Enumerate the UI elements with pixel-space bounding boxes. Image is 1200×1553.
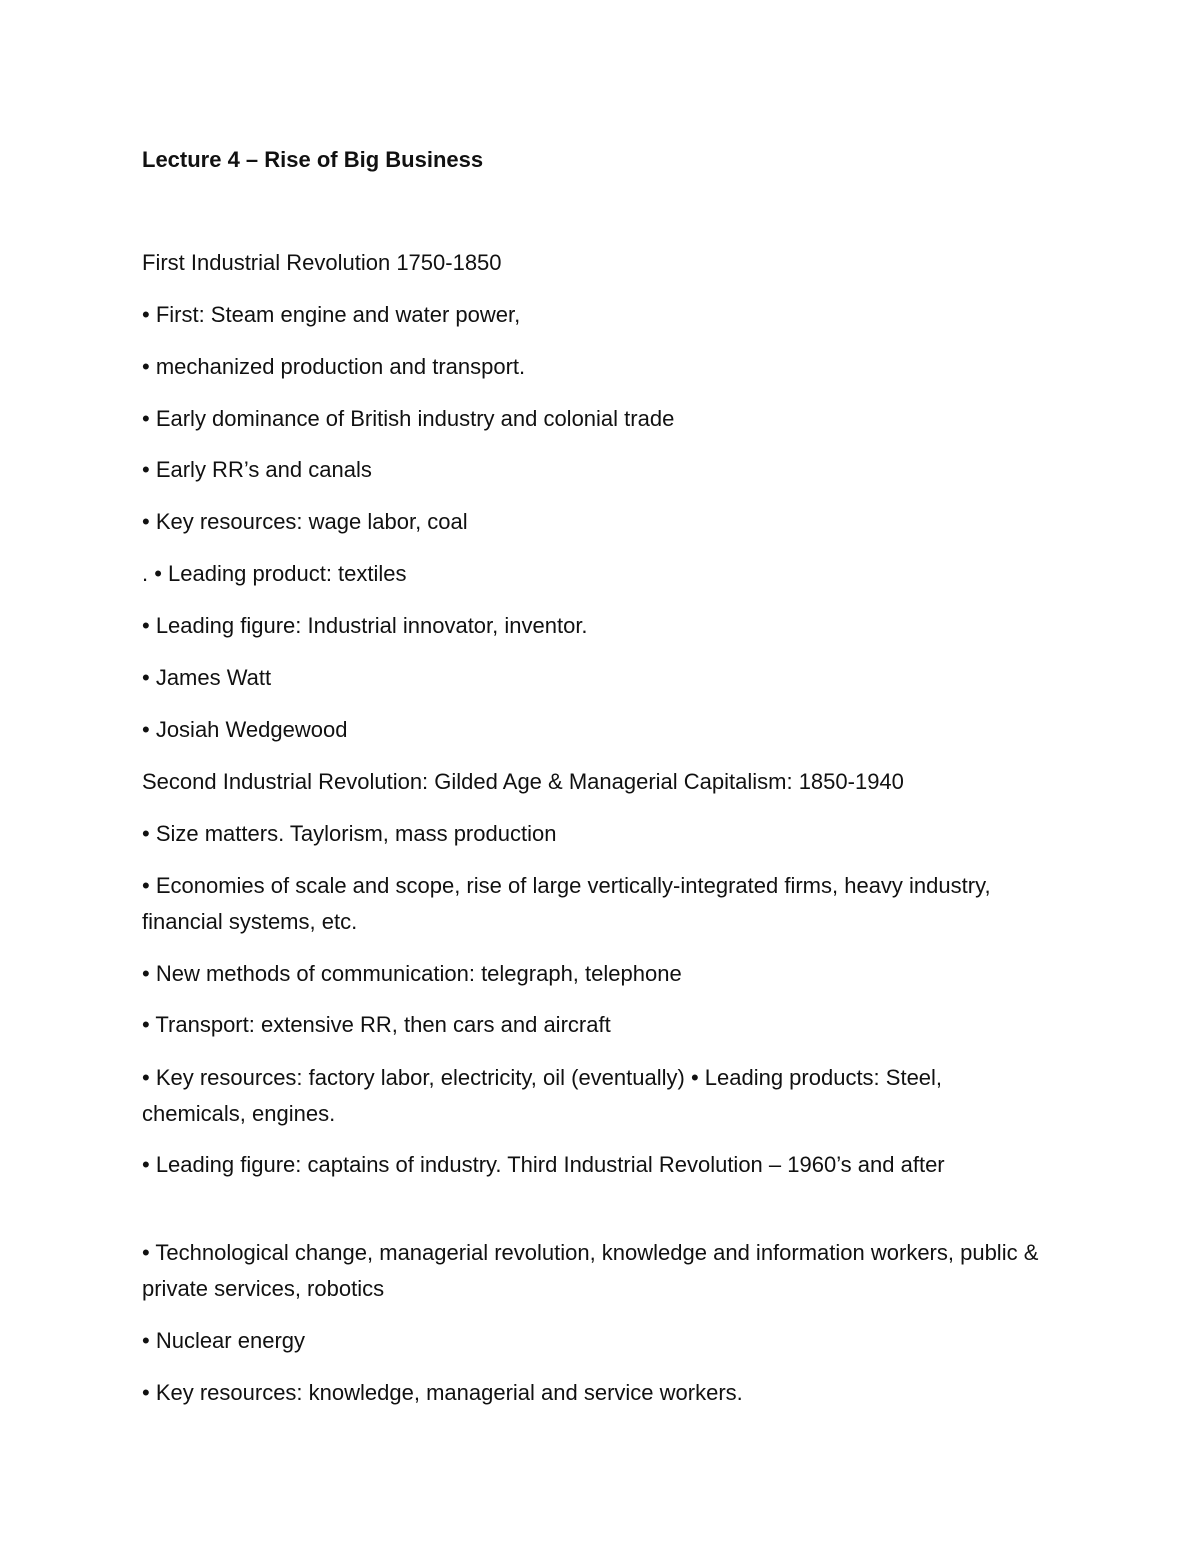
list-item: • First: Steam engine and water power,: [142, 302, 521, 327]
list-item: • Technological change, managerial revolution, knowledge and information workers, public & private services, robotics: [142, 1240, 1039, 1301]
list-item: • Josiah Wedgewood: [142, 717, 348, 742]
list-item: • Key resources: factory labor, electricity, oil (eventually) • Leading products: Steel, chemicals, engines.: [142, 1065, 943, 1126]
list-item: • Key resources: wage labor, coal: [142, 509, 468, 534]
document-title: Lecture 4 – Rise of Big Business: [142, 147, 484, 172]
list-item: • Early RR’s and canals: [142, 457, 372, 482]
list-item: • Size matters. Taylorism, mass production: [142, 821, 557, 846]
section-heading-first-industrial-revolution: First Industrial Revolution 1750-1850: [142, 250, 502, 275]
list-item: • mechanized production and transport.: [142, 354, 526, 379]
list-item: • Key resources: knowledge, managerial and service workers.: [142, 1380, 743, 1405]
list-item: • Leading figure: captains of industry. Third Industrial Revolution – 1960’s and after: [142, 1152, 945, 1177]
list-item: • Leading figure: Industrial innovator, inventor.: [142, 613, 588, 638]
list-item: • James Watt: [142, 665, 272, 690]
list-item: • Economies of scale and scope, rise of large vertically-integrated firms, heavy industry, financial systems, etc.: [142, 873, 991, 934]
list-item: • Early dominance of British industry and colonial trade: [142, 406, 675, 431]
list-item: • Transport: extensive RR, then cars and aircraft: [142, 1012, 611, 1037]
list-item: • Nuclear energy: [142, 1328, 306, 1353]
list-item: . • Leading product: textiles: [142, 561, 407, 586]
list-item: • New methods of communication: telegraph, telephone: [142, 961, 682, 986]
section-heading-second-industrial-revolution: Second Industrial Revolution: Gilded Age & Managerial Capitalism: 1850-1940: [142, 769, 904, 794]
